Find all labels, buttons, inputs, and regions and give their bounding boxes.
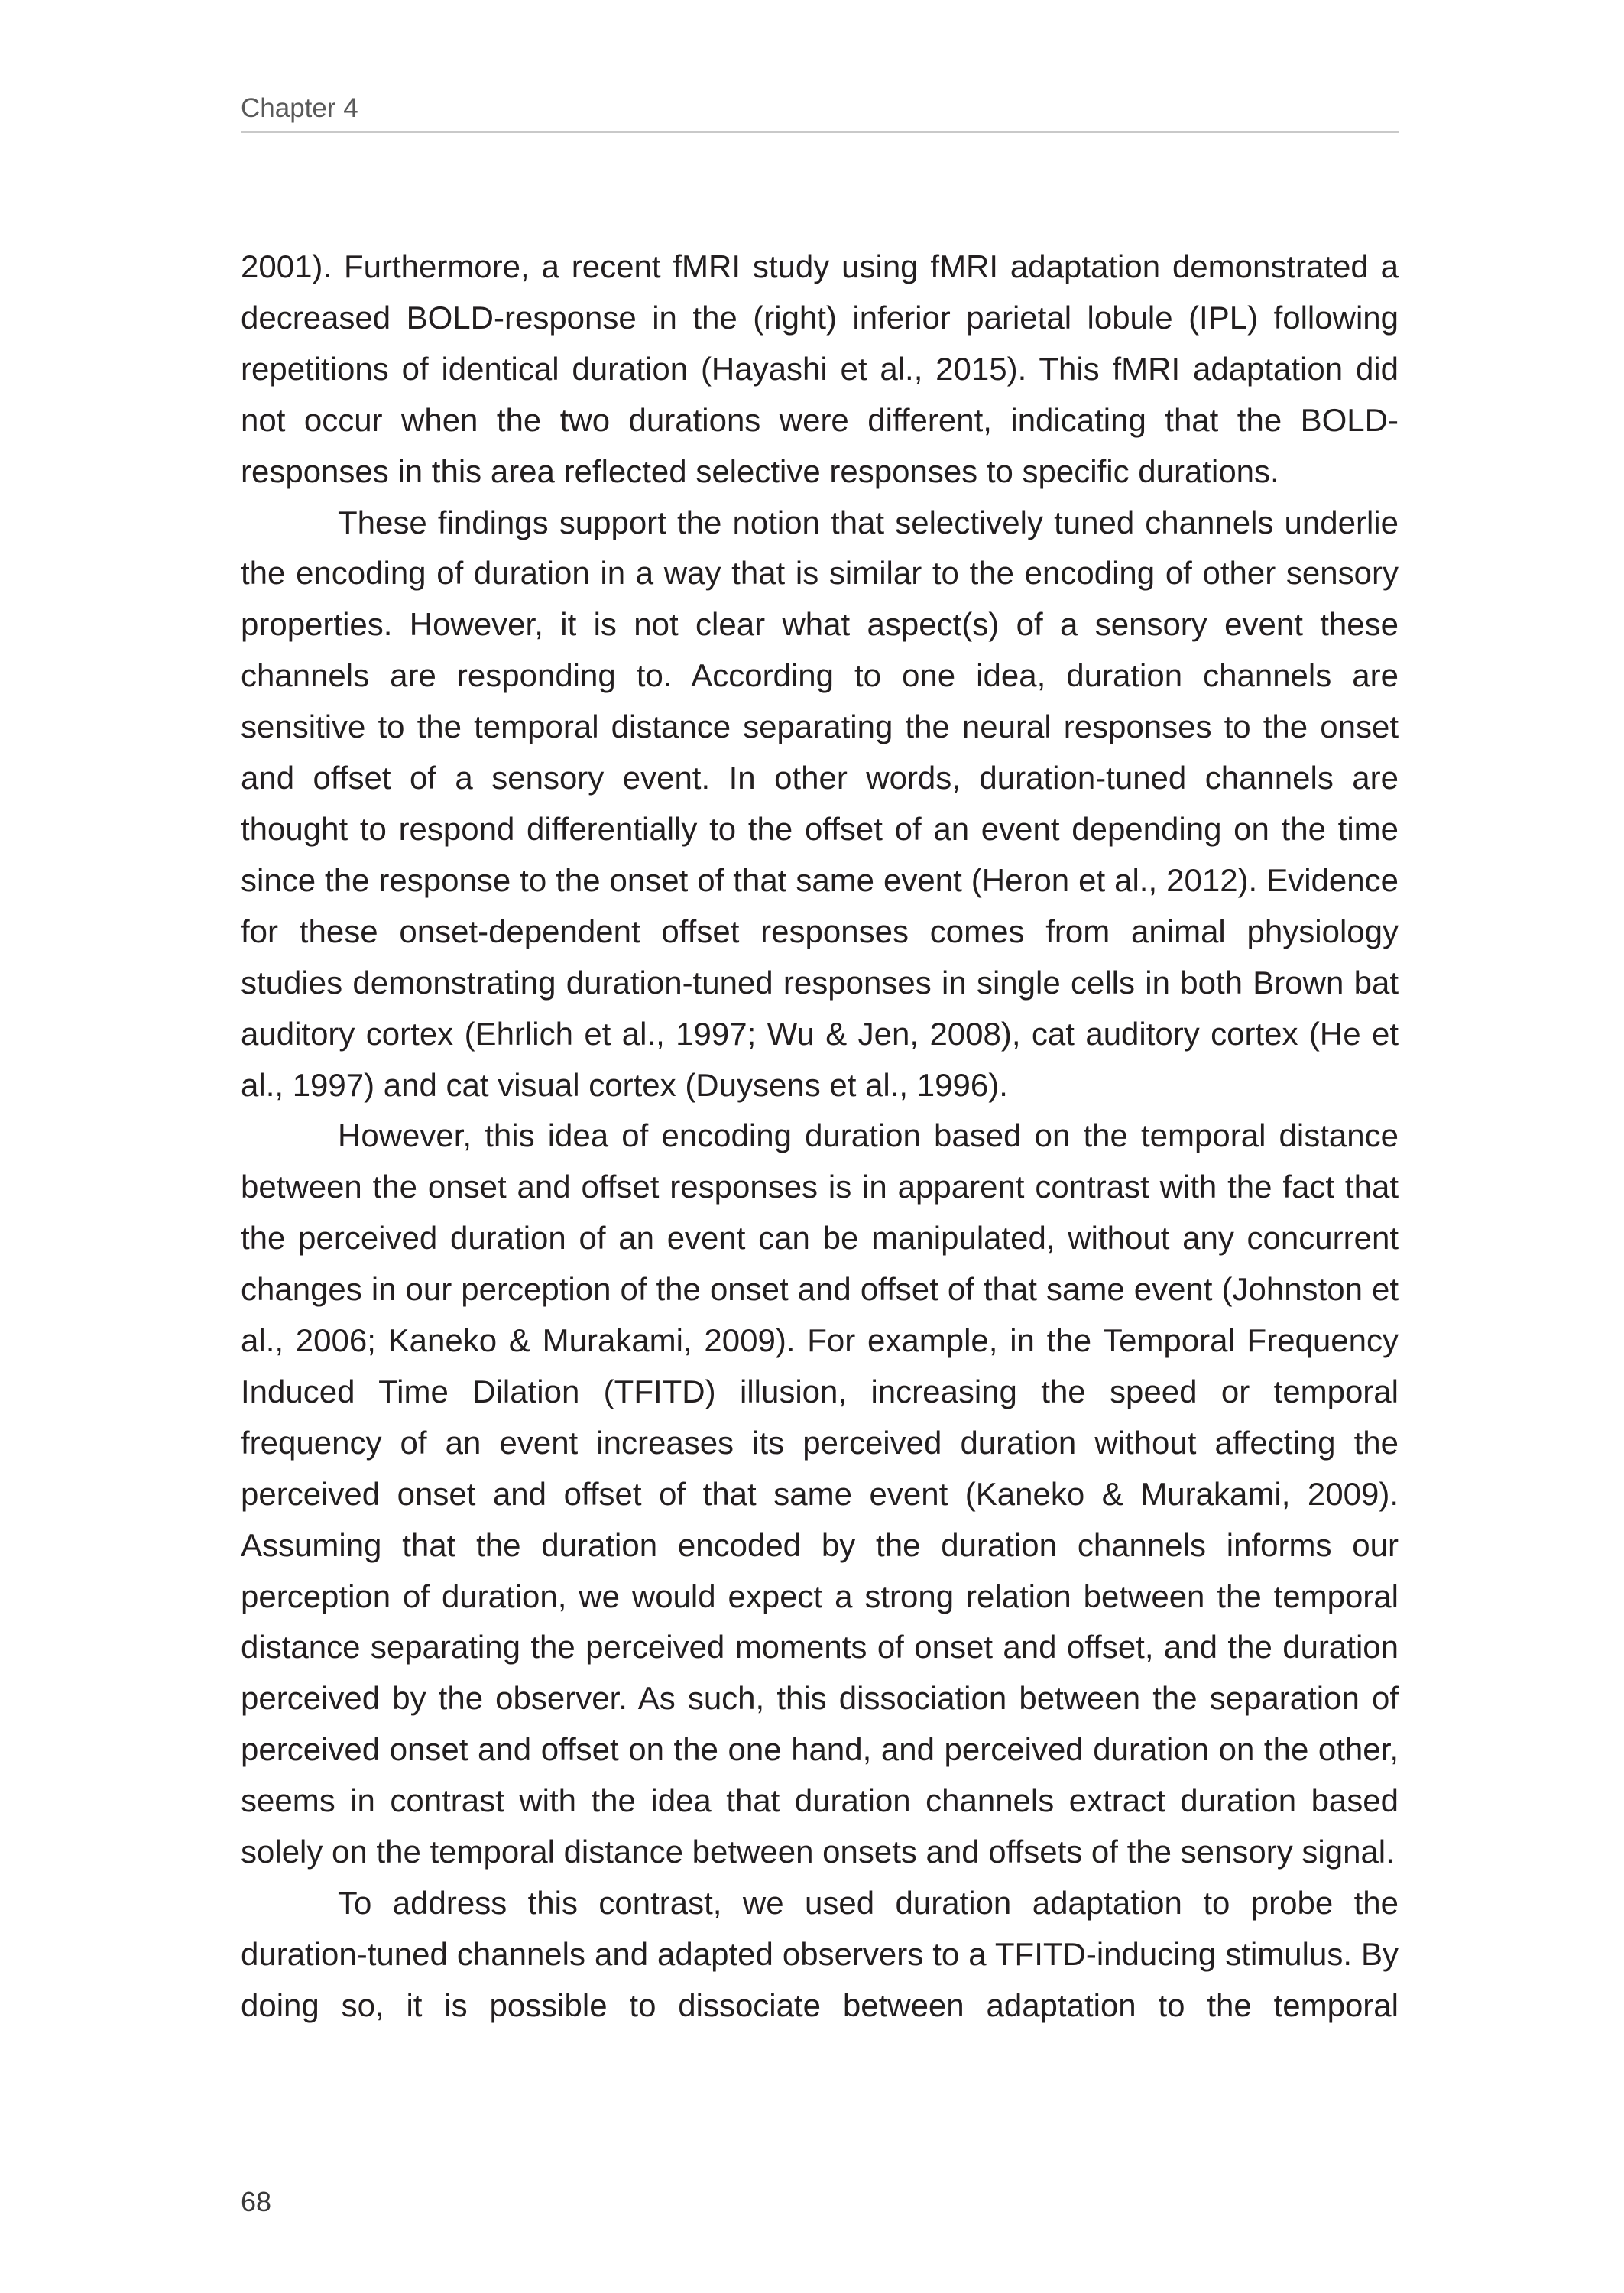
paragraph-3: However, this idea of encoding duration based on the temporal distance between the onset and offset responses is in apparent contrast with the fact that the perceived duration of an event can be manipulated, without any concurrent changes in our perception of the onset and offset of that same event (Johnston et al., 2006; Kaneko & Murakami, 2009). For example, in the Temporal Frequency Induced Time Dilation (TFITD) illusion, increasing the speed or temporal frequency of an event increases its perceived duration without affecting the perceived onset and offset of that same event (Kaneko & Murakami, 2009). Assuming that the duration encoded by the duration channels informs our perception of duration, we would expect a strong relation between the temporal distance separating the perceived moments of onset and offset, and the duration perceived by the observer. As such, this dissociation between the separation of perceived onset and offset on the one hand, and perceived duration on the other, seems in contrast with the idea that duration channels extract duration based solely on the temporal distance between onsets and offsets of the sensory signal. (241, 1117, 1399, 1870)
page-number: 68 (241, 2186, 272, 2217)
running-header-title: Chapter 4 (241, 93, 358, 123)
paragraph-4: To address this contrast, we used duration adaptation to probe the duration-tuned channels and adapted observers to a TFITD-inducing stimulus. By doing so, it is possible to dissociate between adaptation to the temporal (241, 1885, 1399, 2023)
running-header (241, 93, 1399, 133)
paragraph-2: These findings support the notion that selectively tuned channels underlie the encoding of duration in a way that is similar to the encoding of other sensory properties. However, it is not clear what aspect(s) of a sensory event these channels are responding to. According to one idea, duration channels are sensitive to the temporal distance separating the neural responses to the onset and offset of a sensory event. In other words, duration-tuned channels are thought to respond differentially to the offset of an event depending on the time since the response to the onset of that same event (Heron et al., 2012). Evidence for these onset-dependent offset responses comes from animal physiology studies demonstrating duration-tuned responses in single cells in both Brown bat auditory cortex (Ehrlich et al., 1997; Wu & Jen, 2008), cat auditory cortex (He et al., 1997) and cat visual cortex (Duysens et al., 1996). (241, 504, 1399, 1103)
body-text (241, 242, 1399, 2032)
paragraph-1: 2001). Furthermore, a recent fMRI study using fMRI adaptation demonstrated a decreased BOLD-response in the (right) inferior parietal lobule (IPL) following repetitions of identical duration (Hayashi et al., 2015). This fMRI adaptation did not occur when the two durations were different, indicating that the BOLD-responses in this area reflected selective responses to specific durations. (241, 248, 1399, 489)
